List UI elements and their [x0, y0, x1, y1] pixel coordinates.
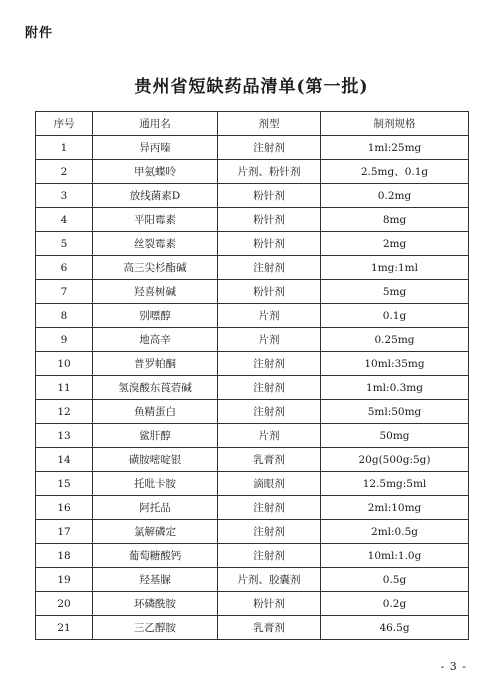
- document-title: 贵州省短缺药品清单(第一批): [134, 77, 369, 97]
- cell-generic-name: 高三尖杉酯碱: [93, 256, 218, 280]
- cell-generic-name: 丝裂霉素: [93, 232, 218, 256]
- cell-serial-number: 8: [36, 304, 93, 328]
- cell-serial-number: 13: [36, 424, 93, 448]
- cell-specification: 1mg:1ml: [321, 256, 469, 280]
- table-row: [36, 208, 469, 232]
- cell-dosage-form: 粉针剂: [218, 208, 321, 232]
- cell-generic-name: 三乙醇胺: [93, 616, 218, 640]
- cell-generic-name: 异丙嗪: [93, 136, 218, 160]
- cell-generic-name: 葡萄糖酸钙: [93, 544, 218, 568]
- cell-serial-number: 1: [36, 136, 93, 160]
- cell-serial-number: 18: [36, 544, 93, 568]
- cell-serial-number: 19: [36, 568, 93, 592]
- shortage-drug-table: [35, 111, 469, 640]
- cell-serial-number: 14: [36, 448, 93, 472]
- header-dosage-form: 剂型: [218, 112, 321, 136]
- cell-generic-name: 普罗帕酮: [93, 352, 218, 376]
- table-row: [36, 424, 469, 448]
- table-row: [36, 568, 469, 592]
- cell-serial-number: 9: [36, 328, 93, 352]
- table-row: [36, 592, 469, 616]
- cell-dosage-form: 滴眼剂: [218, 472, 321, 496]
- cell-specification: 2ml:0.5g: [321, 520, 469, 544]
- page-number: - 3 -: [440, 660, 467, 673]
- cell-specification: 2.5mg、0.1g: [321, 160, 469, 184]
- cell-serial-number: 21: [36, 616, 93, 640]
- cell-generic-name: 鲨肝醇: [93, 424, 218, 448]
- cell-dosage-form: 注射剂: [218, 256, 321, 280]
- table-row: [36, 520, 469, 544]
- attachment-label: 附件: [25, 26, 54, 41]
- cell-specification: 0.5g: [321, 568, 469, 592]
- cell-specification: 20g(500g:5g): [321, 448, 469, 472]
- cell-generic-name: 别嘌醇: [93, 304, 218, 328]
- cell-serial-number: 15: [36, 472, 93, 496]
- table-row: [36, 328, 469, 352]
- cell-dosage-form: 注射剂: [218, 496, 321, 520]
- cell-dosage-form: 注射剂: [218, 136, 321, 160]
- table-body: [36, 136, 469, 640]
- cell-dosage-form: 片剂、胶囊剂: [218, 568, 321, 592]
- cell-serial-number: 4: [36, 208, 93, 232]
- header-specification: 制剂规格: [321, 112, 469, 136]
- table-row: [36, 544, 469, 568]
- cell-specification: 10ml:1.0g: [321, 544, 469, 568]
- table-row: [36, 232, 469, 256]
- cell-generic-name: 氢溴酸东莨菪碱: [93, 376, 218, 400]
- cell-dosage-form: 注射剂: [218, 544, 321, 568]
- cell-generic-name: 阿托品: [93, 496, 218, 520]
- cell-specification: 0.25mg: [321, 328, 469, 352]
- cell-dosage-form: 粉针剂: [218, 280, 321, 304]
- cell-dosage-form: 片剂: [218, 328, 321, 352]
- header-generic-name: 通用名: [93, 112, 218, 136]
- cell-serial-number: 3: [36, 184, 93, 208]
- cell-serial-number: 11: [36, 376, 93, 400]
- table-row: [36, 400, 469, 424]
- table-row: [36, 376, 469, 400]
- cell-generic-name: 鱼精蛋白: [93, 400, 218, 424]
- cell-dosage-form: 粉针剂: [218, 592, 321, 616]
- cell-generic-name: 羟喜树碱: [93, 280, 218, 304]
- cell-generic-name: 托吡卡胺: [93, 472, 218, 496]
- table-row: [36, 136, 469, 160]
- cell-serial-number: 7: [36, 280, 93, 304]
- cell-dosage-form: 注射剂: [218, 352, 321, 376]
- table-row: [36, 448, 469, 472]
- cell-generic-name: 平阳霉素: [93, 208, 218, 232]
- cell-serial-number: 2: [36, 160, 93, 184]
- cell-specification: 2mg: [321, 232, 469, 256]
- cell-specification: 1ml:25mg: [321, 136, 469, 160]
- table-row: [36, 280, 469, 304]
- table-row: [36, 160, 469, 184]
- cell-dosage-form: 乳膏剂: [218, 616, 321, 640]
- table-row: [36, 472, 469, 496]
- cell-serial-number: 6: [36, 256, 93, 280]
- cell-specification: 8mg: [321, 208, 469, 232]
- table-row: [36, 184, 469, 208]
- cell-dosage-form: 粉针剂: [218, 232, 321, 256]
- table-row: [36, 496, 469, 520]
- cell-generic-name: 磺胺嘧啶银: [93, 448, 218, 472]
- cell-generic-name: 地高辛: [93, 328, 218, 352]
- table-header-row: [36, 112, 469, 136]
- cell-dosage-form: 片剂、粉针剂: [218, 160, 321, 184]
- cell-serial-number: 10: [36, 352, 93, 376]
- cell-dosage-form: 注射剂: [218, 520, 321, 544]
- cell-generic-name: 氯解磷定: [93, 520, 218, 544]
- cell-serial-number: 5: [36, 232, 93, 256]
- cell-generic-name: 环磷酰胺: [93, 592, 218, 616]
- cell-specification: 10ml:35mg: [321, 352, 469, 376]
- cell-dosage-form: 粉针剂: [218, 184, 321, 208]
- cell-dosage-form: 片剂: [218, 424, 321, 448]
- cell-specification: 50mg: [321, 424, 469, 448]
- cell-serial-number: 12: [36, 400, 93, 424]
- table-row: [36, 616, 469, 640]
- cell-serial-number: 16: [36, 496, 93, 520]
- cell-serial-number: 20: [36, 592, 93, 616]
- cell-specification: 0.2mg: [321, 184, 469, 208]
- cell-dosage-form: 注射剂: [218, 400, 321, 424]
- cell-generic-name: 甲氨蝶呤: [93, 160, 218, 184]
- cell-serial-number: 17: [36, 520, 93, 544]
- cell-specification: 12.5mg:5ml: [321, 472, 469, 496]
- cell-dosage-form: 注射剂: [218, 376, 321, 400]
- cell-specification: 46.5g: [321, 616, 469, 640]
- cell-specification: 5ml:50mg: [321, 400, 469, 424]
- table-row: [36, 352, 469, 376]
- cell-specification: 2ml:10mg: [321, 496, 469, 520]
- cell-generic-name: 放线菌素D: [93, 184, 218, 208]
- cell-dosage-form: 乳膏剂: [218, 448, 321, 472]
- cell-generic-name: 羟基脲: [93, 568, 218, 592]
- cell-specification: 0.1g: [321, 304, 469, 328]
- cell-specification: 5mg: [321, 280, 469, 304]
- header-serial-number: 序号: [36, 112, 93, 136]
- cell-dosage-form: 片剂: [218, 304, 321, 328]
- table-row: [36, 304, 469, 328]
- table-row: [36, 256, 469, 280]
- cell-specification: 1ml:0.3mg: [321, 376, 469, 400]
- cell-specification: 0.2g: [321, 592, 469, 616]
